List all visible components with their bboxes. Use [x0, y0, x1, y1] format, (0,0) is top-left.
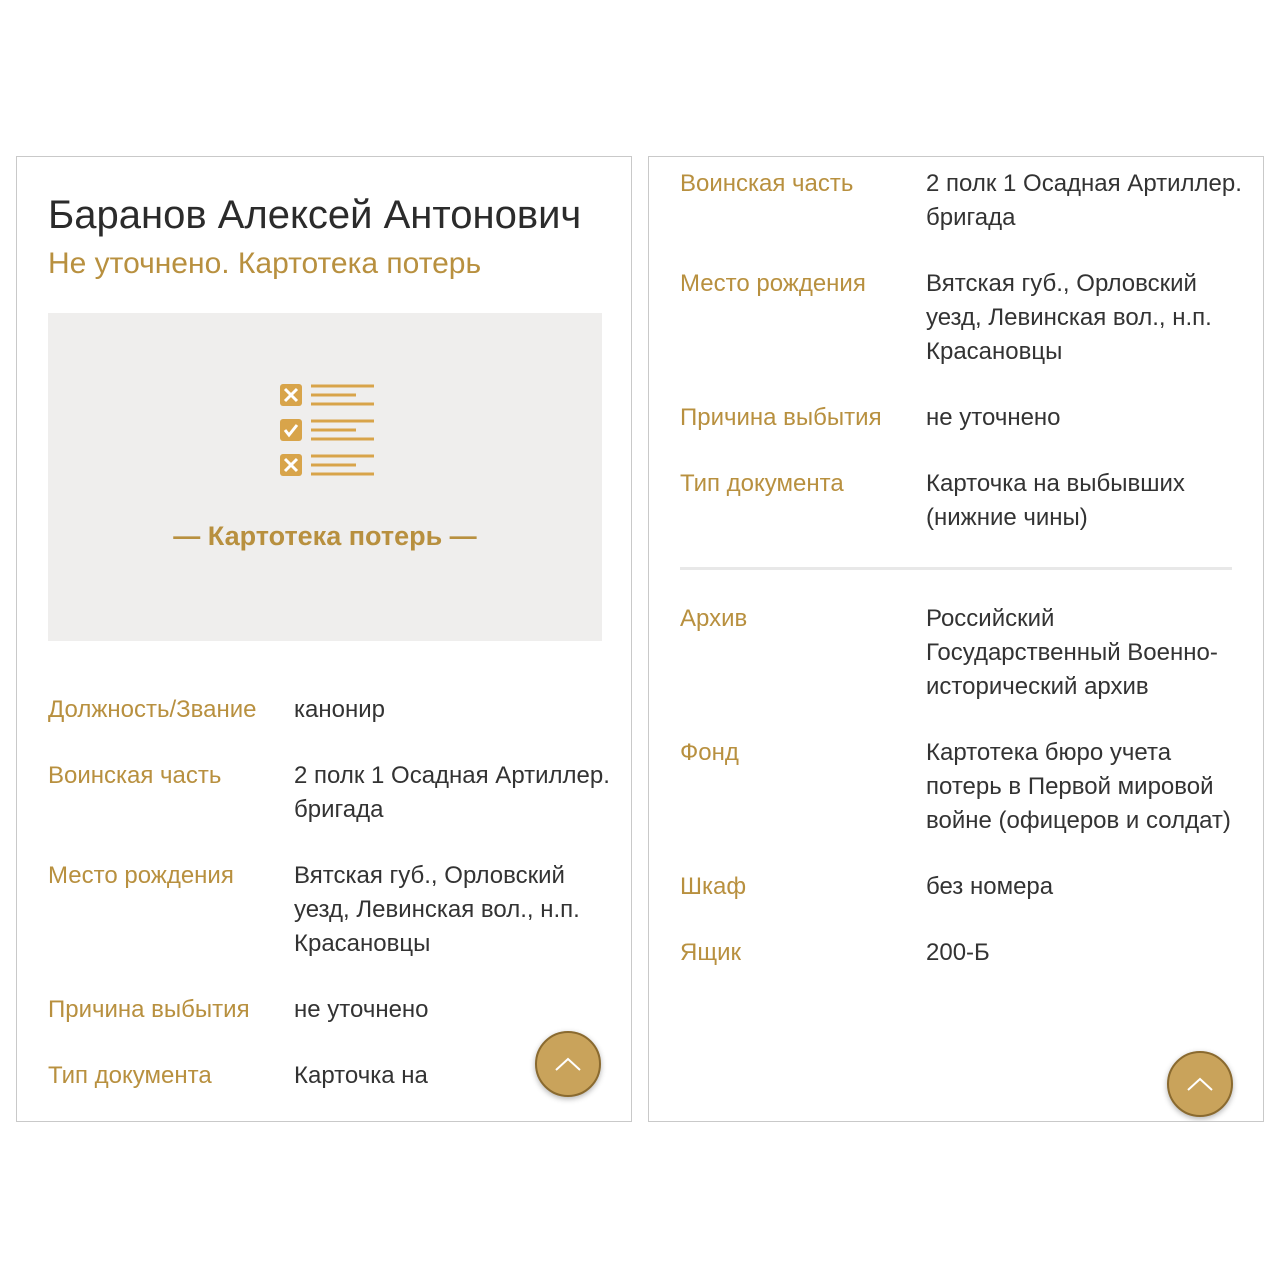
field-label: Архив — [680, 605, 748, 632]
field-row — [649, 936, 1263, 970]
right-screenshot-panel — [648, 156, 1264, 1122]
field-label: Причина выбытия — [48, 996, 250, 1023]
field-label: Тип документа — [48, 1062, 212, 1089]
field-value: Вятская губ., Орловский уезд, Левинская вол., н.п. Красановцы — [926, 270, 1212, 365]
field-row — [649, 401, 1263, 435]
left-screenshot-panel — [16, 156, 632, 1122]
field-row — [17, 993, 631, 1027]
field-value: не уточнено — [294, 996, 429, 1023]
field-row — [17, 759, 631, 827]
field-label: Место рождения — [680, 270, 866, 297]
field-value: Российский Государственный Военно-исторический архив — [926, 605, 1218, 700]
field-label: Должность/Звание — [48, 696, 257, 723]
field-label: Фонд — [680, 739, 739, 766]
field-row — [17, 859, 631, 961]
field-label: Воинская часть — [48, 762, 222, 789]
details-list — [649, 167, 1263, 1002]
field-row — [649, 736, 1263, 838]
person-name: Баранов Алексей Антонович — [48, 193, 582, 237]
card-placeholder — [48, 313, 602, 641]
field-value: Картотека бюро учета потерь в Первой мировой войне (офицеров и солдат) — [926, 739, 1231, 834]
checklist-icon — [276, 380, 376, 480]
field-row — [649, 267, 1263, 369]
field-value: канонир — [294, 696, 385, 723]
field-value: Вятская губ., Орловский уезд, Левинская вол., н.п. Красановцы — [294, 862, 580, 957]
field-row — [649, 167, 1263, 235]
field-label: Причина выбытия — [680, 404, 882, 431]
chevron-up-icon — [1186, 1076, 1214, 1092]
field-label: Место рождения — [48, 862, 234, 889]
field-label: Тип документа — [680, 470, 844, 497]
field-value: Карточка на выбывших (нижние чины) — [926, 470, 1185, 531]
field-row — [649, 467, 1263, 535]
field-label: Воинская часть — [680, 170, 854, 197]
field-row — [649, 602, 1263, 704]
person-subtitle: Не уточнено. Картотека потерь — [48, 247, 482, 280]
chevron-up-icon — [554, 1056, 582, 1072]
field-value: 2 полк 1 Осадная Артиллер. бригада — [926, 170, 1242, 231]
field-value: Карточка на — [294, 1062, 428, 1089]
field-value: 2 полк 1 Осадная Артиллер. бригада — [294, 762, 610, 823]
field-label: Ящик — [680, 939, 741, 966]
scroll-to-top-button[interactable] — [1167, 1051, 1233, 1117]
field-row — [17, 693, 631, 727]
section-divider — [680, 567, 1232, 570]
scroll-to-top-button[interactable] — [535, 1031, 601, 1097]
field-row — [649, 870, 1263, 904]
field-value: не уточнено — [926, 404, 1061, 431]
card-caption: — Картотека потерь — — [173, 521, 477, 551]
field-label: Шкаф — [680, 873, 747, 900]
field-value: 200-Б — [926, 939, 990, 966]
field-value: без номера — [926, 873, 1054, 900]
